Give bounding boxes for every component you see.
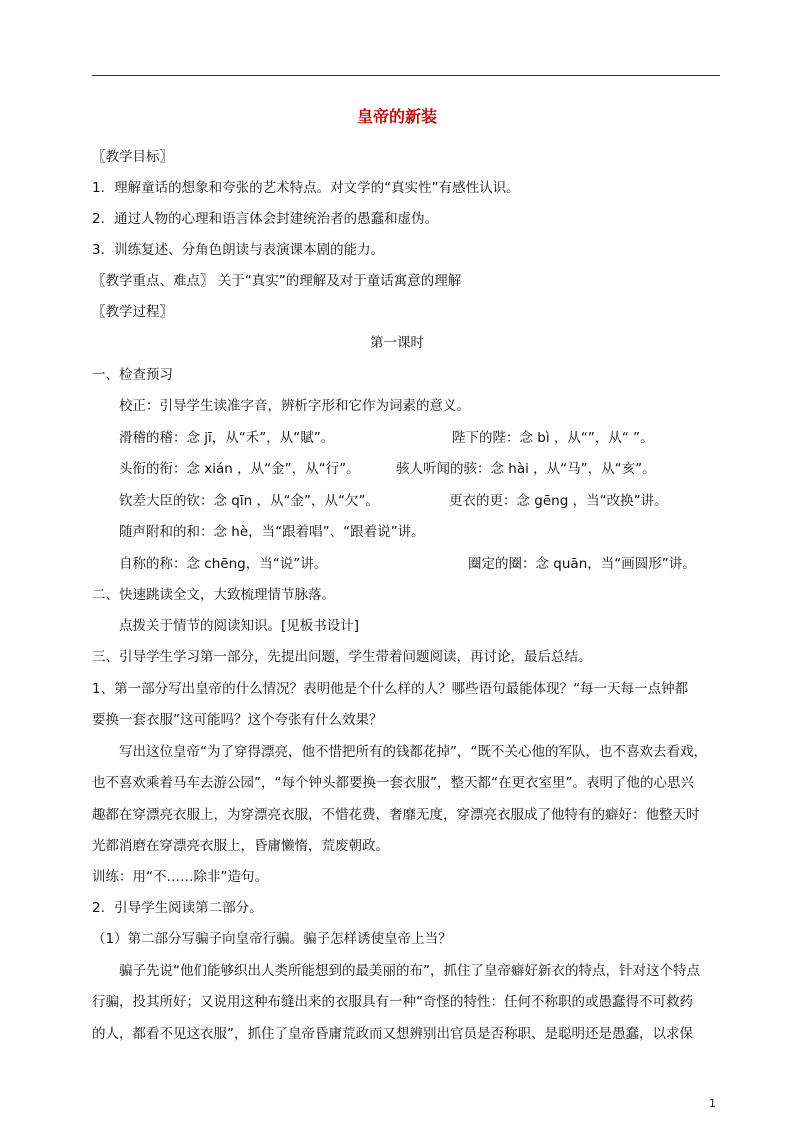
vocab-bi: 陛下的陛：念 bì ，从“”，从“ ”。 — [452, 430, 654, 446]
vocab-geng: 更衣的更：念 gēng ，当“改换”讲。 — [449, 493, 668, 509]
vocab-qin: 钦差大臣的钦：念 qīn ，从“金”，从“欠”。 — [119, 493, 379, 509]
answer-1-line-4: 光都消磨在穿漂亮衣服上，昏庸懒惰，荒废朝政。 — [92, 838, 389, 854]
training-line: 训练：用“不……除非”造句。 — [92, 869, 268, 885]
answer-1-line-2: 也不喜欢乘着马车去游公园”，“每个钟头都要换一套衣服”，整天都“在更衣室里”。表明了他的心思兴 — [92, 775, 694, 791]
answer-2-line-3: 的人，都看不见这衣服”，抓住了皇帝昏庸荒政而又想辨别出官员是否称职、是聪明还是愚蠢，以求保 — [92, 1026, 693, 1042]
answer-1-line-3: 趣都在穿漂亮衣服上，为穿漂亮衣服，不惜花费，奢靡无度，穿漂亮衣服成了他特有的癖好：他整天时 — [92, 807, 700, 823]
answer-2-line-2: 行骗，投其所好；又说用这种布缝出来的衣服具有一种“奇怪的特性：任何不称职的或愚蠢得不可救药 — [92, 994, 693, 1010]
jiaozheng-line: 校正：引导学生读准字音，辨析字形和它作为词素的意义。 — [119, 398, 470, 414]
section-1: 一、检查预习 — [92, 367, 173, 383]
vocab-cheng: 自称的称：念 chēng，当“说”讲。 — [119, 556, 328, 572]
question-1-line-2: 要换一套衣服”这可能吗？这个夸张有什么效果？ — [92, 712, 383, 728]
goal-1: 1．理解童话的想象和夸张的艺术特点。对文学的“真实性”有感性认识。 — [92, 180, 520, 196]
answer-2-line-1: 骗子先说“他们能够织出人类所能想到的最美丽的布”，抓住了皇帝癖好新衣的特点，针对这个特点 — [119, 963, 700, 979]
vocab-hai: 骇人听闻的骇：念 hài ，从“马”，从“亥”。 — [396, 461, 656, 477]
goal-3: 3．训练复述、分角色朗读与表演课本剧的能力。 — [92, 242, 385, 258]
header-rule — [92, 75, 720, 76]
section-2-note: 点拨关于情节的阅读知识。[见板书设计] — [119, 618, 360, 634]
page-number: 1 — [709, 1097, 716, 1110]
heading-goals: 〖教学目标〗 — [92, 149, 173, 165]
question-2: 2．引导学生阅读第二部分。 — [92, 900, 263, 916]
question-1-line-1: 1、第一部分写出皇帝的什么情况？表明他是个什么样的人？哪些语句最能体现？“每一天每一点钟都 — [92, 681, 689, 697]
vocab-ji: 滑稽的稽：念 jī，从“禾”，从“賦”。 — [119, 430, 335, 446]
section-3: 三、引导学生学习第一部分，先提出问题，学生带着问题阅读，再讨论，最后总结。 — [92, 649, 592, 665]
vocab-xian: 头衔的衔：念 xián ，从“金”，从“行”。 — [119, 461, 360, 477]
section-2: 二、快速跳读全文，大致梳理情节脉落。 — [92, 587, 335, 603]
lesson-heading: 第一课时 — [370, 335, 424, 351]
document-title: 皇帝的新装 — [356, 107, 437, 126]
goal-2: 2．通过人物的心理和语言体会封建统治者的愚蠢和虚伪。 — [92, 211, 439, 227]
question-2-1: （1）第二部分写骗子向皇帝行骗。骗子怎样诱使皇帝上当？ — [92, 931, 452, 947]
answer-1-line-1: 写出这位皇帝“为了穿得漂亮，他不惜把所有的钱都花掉”，“既不关心他的军队，也不喜欢去看戏， — [119, 744, 707, 760]
vocab-quan: 圈定的圈：念 quān，当“画圆形”讲。 — [468, 556, 696, 572]
vocab-he: 随声附和的和：念 hè，当“跟着唱”、“跟着说”讲。 — [119, 524, 425, 540]
heading-process: 〖教学过程〗 — [92, 304, 173, 320]
key-points: 〖教学重点、难点〗 关于“真实”的理解及对于童话寓意的理解 — [92, 273, 462, 289]
